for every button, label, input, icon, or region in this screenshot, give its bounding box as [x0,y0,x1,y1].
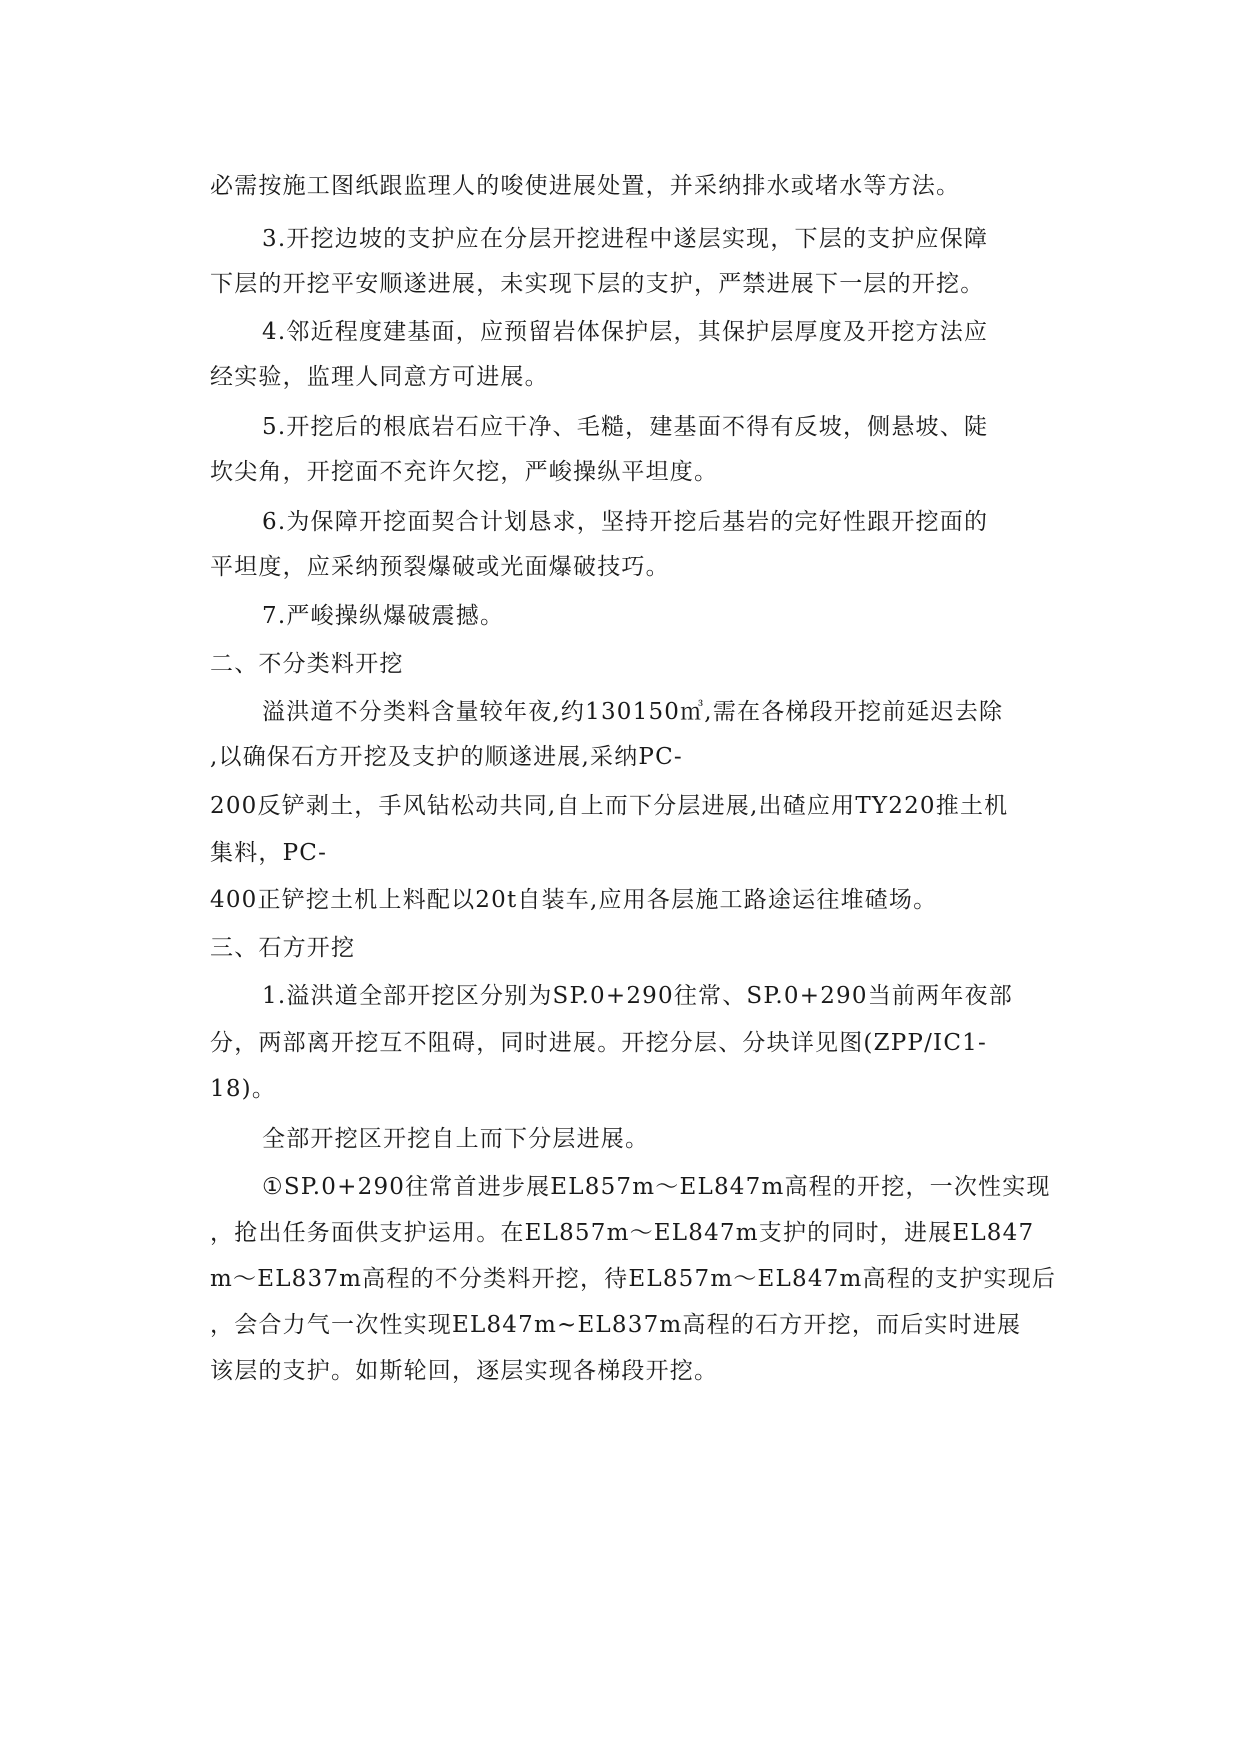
paragraph-line: 400正铲挖土机上料配以20t自装车,应用各层施工路途运往堆碴场。 [210,887,938,913]
paragraph-line: 溢洪道不分类料含量较年夜,约130150㎥,需在各梯段开挖前延迟去除 [262,699,1004,725]
paragraph-line: 5.开挖后的根底岩石应干净、毛糙，建基面不得有反坡，侧悬坡、陡 [262,414,989,440]
paragraph-line: 7.严峻操纵爆破震撼。 [262,603,505,629]
paragraph-line: m～EL837m高程的不分类料开挖，待EL857m～EL847m高程的支护实现后 [210,1266,1057,1292]
paragraph-line: 3.开挖边坡的支护应在分层开挖进程中遂层实现，下层的支护应保障 [262,226,989,252]
paragraph-line: 1.溢洪道全部开挖区分别为SP.0+290往常、SP.0+290当前两年夜部 [262,983,1013,1009]
paragraph-line: 集料，PC- [210,840,328,866]
paragraph-line: 18)。 [210,1076,277,1102]
section-heading: 二、不分类料开挖 [210,651,404,677]
paragraph-line: 下层的开挖平安顺遂进展，未实现下层的支护，严禁进展下一层的开挖。 [210,271,985,297]
paragraph-line: 6.为保障开挖面契合计划恳求，坚持开挖后基岩的完好性跟开挖面的 [262,509,989,535]
paragraph-line: 4.邻近程度建基面，应预留岩体保护层，其保护层厚度及开挖方法应 [262,319,989,345]
paragraph-line: ,以确保石方开挖及支护的顺遂进展,采纳PC- [210,744,683,770]
paragraph-line: 平坦度，应采纳预裂爆破或光面爆破技巧。 [210,554,670,580]
paragraph-line: 坎尖角，开挖面不充许欠挖，严峻操纵平坦度。 [210,459,719,485]
paragraph-line: 必需按施工图纸跟监理人的唆使进展处置，并采纳排水或堵水等方法。 [210,173,961,199]
paragraph-line: 200反铲剥土，手风钻松动共同,自上而下分层进展,出碴应用TY220推土机 [210,793,1009,819]
paragraph-line: 全部开挖区开挖自上而下分层进展。 [262,1126,650,1152]
paragraph-line: 该层的支护。如斯轮回，逐层实现各梯段开挖。 [210,1358,719,1384]
paragraph-line: 经实验，监理人同意方可进展。 [210,364,549,390]
section-heading: 三、石方开挖 [210,935,356,961]
paragraph-line: ①SP.0+290往常首进步展EL857m～EL847m高程的开挖，一次性实现 [262,1174,1051,1200]
paragraph-line: ，会合力气一次性实现EL847m~EL837m高程的石方开挖，而后实时进展 [210,1312,1022,1338]
paragraph-line: 分，两部离开挖互不阻碍，同时进展。开挖分层、分块详见图(ZPP/IC1- [210,1030,987,1056]
paragraph-line: ，抢出任务面供支护运用。在EL857m～EL847m支护的同时，进展EL847 [210,1220,1035,1246]
